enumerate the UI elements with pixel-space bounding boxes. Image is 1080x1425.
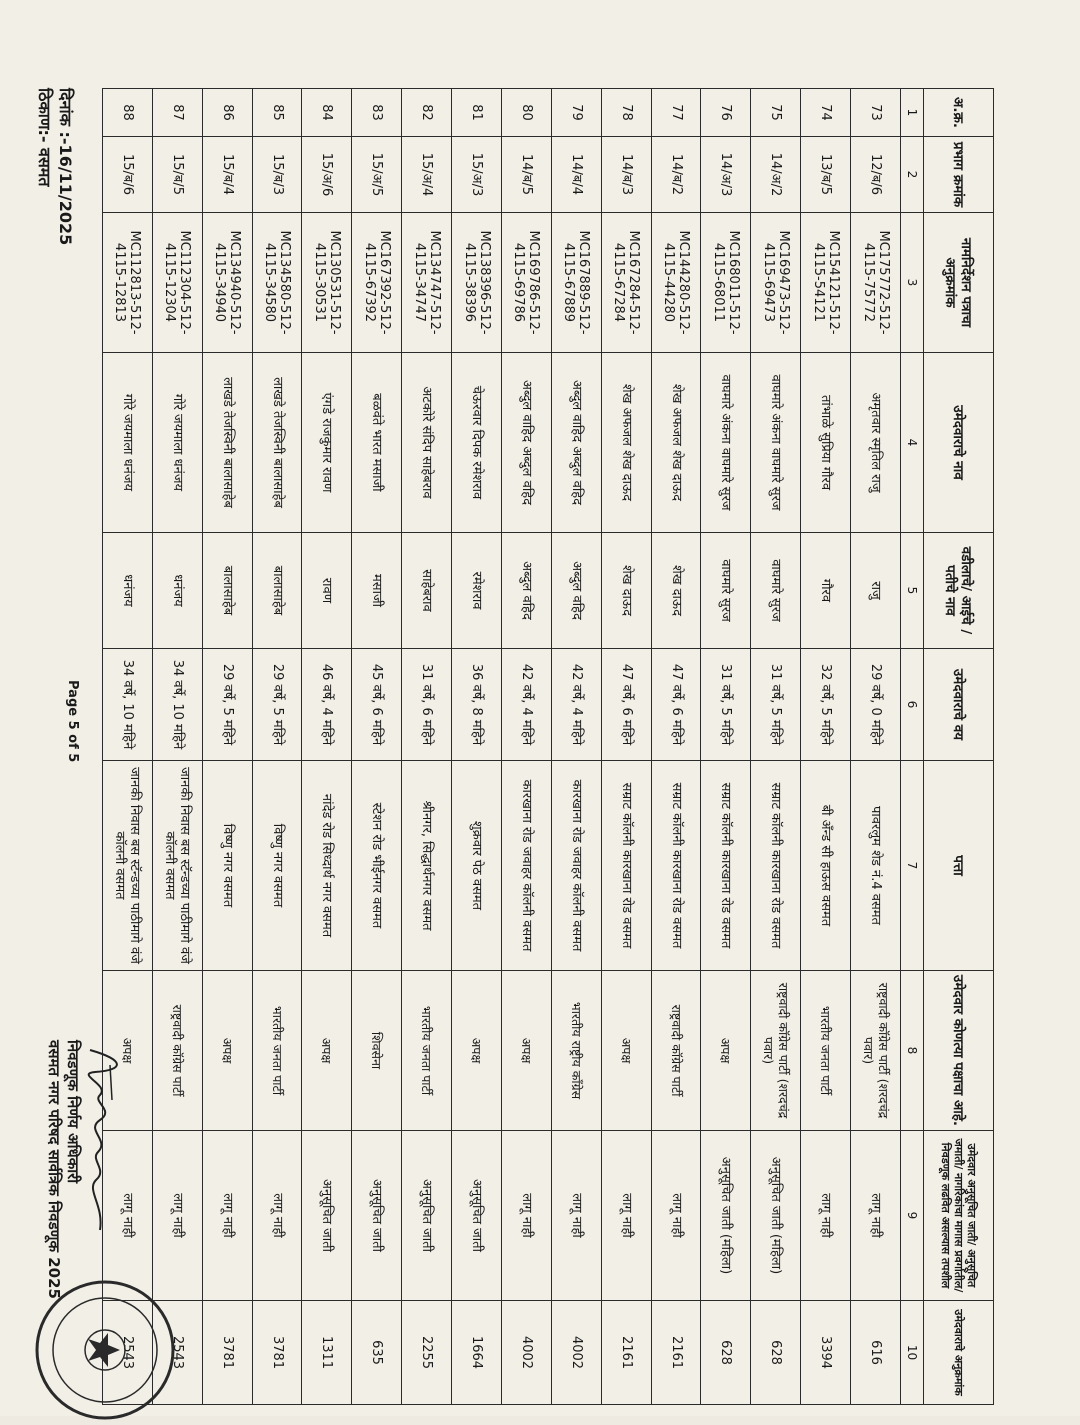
cell-serial: 82: [402, 89, 452, 137]
cell-candidate-name: अब्दुल वाहिद अब्दुल वहिद: [551, 353, 601, 533]
cell-address: सम्राट कॉलनी कारखाना रोड वसमत: [601, 761, 651, 971]
cell-ward: 15/ब/3: [252, 137, 302, 213]
column-number: 10: [901, 1301, 924, 1405]
header-ward: प्रभाग क्रमांक: [924, 137, 994, 213]
cell-party: अपक्ष: [701, 971, 751, 1131]
cell-category: लागू नाही: [103, 1131, 153, 1301]
cell-nomination-no: MC175772-512-4115-75772: [851, 213, 901, 353]
cell-party: अपक्ष: [202, 971, 252, 1131]
cell-party: राष्ट्रवादी कॉग्रेस पार्टी: [651, 971, 701, 1131]
officer-title: निवडणूक निर्णय अधिकारी: [64, 1040, 82, 1184]
cell-relative-name: बालासाहेब: [252, 533, 302, 649]
cell-relative-name: शेख दाऊद: [651, 533, 701, 649]
header-candidate-name: उमेदवाराचे नाव: [924, 353, 994, 533]
table-row: [551, 89, 601, 1405]
cell-category: अनुसूचित जाती: [352, 1131, 402, 1301]
cell-relative-name: गौरव: [801, 533, 851, 649]
cell-ward: 13/ब/5: [801, 137, 851, 213]
cell-address: बी अँन्ड सी हाऊस वसमत: [801, 761, 851, 971]
cell-ward: 15/अ/3: [452, 137, 502, 213]
cell-age: 42 वर्षे, 4 महिने: [551, 649, 601, 761]
cell-address: सम्राट कॉलनी कारखाना रोड वसमत: [651, 761, 701, 971]
cell-category: अनुसूचित जाती: [302, 1131, 352, 1301]
cell-age: 34 वर्षे, 10 महिने: [103, 649, 153, 761]
cell-nomination-no: MC167284-512-4115-67284: [601, 213, 651, 353]
cell-relative-name: अब्दुल वहिद: [551, 533, 601, 649]
cell-ward: 15/ब/6: [103, 137, 153, 213]
cell-nomination-no: MC168011-512-4115-68011: [701, 213, 751, 353]
cell-address: पावरलुम शेड नं.4 वसमत: [851, 761, 901, 971]
cell-voter-serial: 628: [701, 1301, 751, 1405]
cell-category: लागू नाही: [202, 1131, 252, 1301]
cell-candidate-name: शेख अफजल शेख दाऊद: [651, 353, 701, 533]
cell-nomination-no: MC167889-512-4115-67889: [551, 213, 601, 353]
cell-candidate-name: वाघमारे अंकना वाघमारे सुरज: [751, 353, 801, 533]
cell-nomination-no: MC134747-512-4115-34747: [402, 213, 452, 353]
cell-serial: 79: [551, 89, 601, 137]
cell-serial: 81: [452, 89, 502, 137]
cell-age: 47 वर्षे, 6 महिने: [601, 649, 651, 761]
cell-ward: 14/ब/3: [601, 137, 651, 213]
header-row: [924, 89, 994, 1405]
cell-nomination-no: MC112304-512-4115-12304: [152, 213, 202, 353]
cell-relative-name: राजु: [851, 533, 901, 649]
column-number: 5: [901, 533, 924, 649]
header-voter-serial: उमेदवाराचे अनुक्रमांक: [924, 1301, 994, 1405]
cell-nomination-no: MC169786-512-4115-69786: [502, 213, 552, 353]
cell-serial: 84: [302, 89, 352, 137]
cell-ward: 14/ब/5: [502, 137, 552, 213]
cell-age: 45 वर्षे, 6 महिने: [352, 649, 402, 761]
column-number: 6: [901, 649, 924, 761]
cell-relative-name: धनंजय: [152, 533, 202, 649]
table-row: [202, 89, 252, 1405]
cell-category: लागू नाही: [651, 1131, 701, 1301]
cell-serial: 87: [152, 89, 202, 137]
cell-nomination-no: MC154121-512-4115-54121: [801, 213, 851, 353]
cell-nomination-no: MC138396-512-4115-38396: [452, 213, 502, 353]
table-row: [651, 89, 701, 1405]
cell-relative-name: अब्दुल वहिद: [502, 533, 552, 649]
cell-age: 31 वर्षे, 6 महिने: [402, 649, 452, 761]
cell-ward: 14/ब/4: [551, 137, 601, 213]
cell-serial: 74: [801, 89, 851, 137]
header-address: पत्ता: [924, 761, 994, 971]
cell-party: भारतीय जनता पार्टी: [402, 971, 452, 1131]
cell-party: भारतीय जनता पार्टी: [252, 971, 302, 1131]
cell-serial: 80: [502, 89, 552, 137]
cell-candidate-name: अमृतवार स्मृतिल राजु: [851, 353, 901, 533]
cell-voter-serial: 628: [751, 1301, 801, 1405]
official-stamp-icon: [30, 1275, 180, 1425]
cell-category: अनुसूचित जाती: [452, 1131, 502, 1301]
table-row: [452, 89, 502, 1405]
cell-relative-name: रमेशराव: [452, 533, 502, 649]
cell-candidate-name: अटकोरे संदिप साहेबराव: [402, 353, 452, 533]
cell-category: लागू नाही: [851, 1131, 901, 1301]
cell-ward: 12/ब/6: [851, 137, 901, 213]
candidate-table-container: [102, 88, 994, 1404]
cell-relative-name: शेख दाऊद: [601, 533, 651, 649]
cell-nomination-no: MC167392-512-4115-67392: [352, 213, 402, 353]
cell-candidate-name: चेऊरवार दिपक रमेशराव: [452, 353, 502, 533]
cell-serial: 83: [352, 89, 402, 137]
cell-category: लागू नाही: [252, 1131, 302, 1301]
cell-age: 29 वर्षे, 5 महिने: [252, 649, 302, 761]
header-party: उमेदवार कोणत्या पक्षाचा आहे.: [924, 971, 994, 1131]
header-age: उमेदवाराचे वय: [924, 649, 994, 761]
cell-category: अनुसूचित जाती (महिला): [751, 1131, 801, 1301]
column-number-row: [901, 89, 924, 1405]
cell-candidate-name: तांभाळे सुप्रिया गौरव: [801, 353, 851, 533]
column-number: 3: [901, 213, 924, 353]
table-row: [601, 89, 651, 1405]
cell-address: विष्णु नगर वसमत: [252, 761, 302, 971]
table-row: [402, 89, 452, 1405]
cell-serial: 73: [851, 89, 901, 137]
cell-serial: 88: [103, 89, 153, 137]
cell-party: अपक्ष: [601, 971, 651, 1131]
cell-candidate-name: लाखडे तेजस्विनी बालासाहेब: [202, 353, 252, 533]
cell-relative-name: धनंजय: [103, 533, 153, 649]
cell-age: 34 वर्षे, 10 महिने: [152, 649, 202, 761]
cell-candidate-name: एंगडे राजकुमार रावण: [302, 353, 352, 533]
column-number: 1: [901, 89, 924, 137]
header-nomination-no: नामनिर्देशन पत्राचा अनुक्रमांक: [924, 213, 994, 353]
table-row: [252, 89, 302, 1405]
table-row: [801, 89, 851, 1405]
cell-candidate-name: लाखडे तेजस्विनी बालासाहेब: [252, 353, 302, 533]
footer-date-block: [34, 88, 76, 245]
cell-nomination-no: MC144280-512-4115-44280: [651, 213, 701, 353]
column-number: 7: [901, 761, 924, 971]
cell-ward: 14/अ/3: [701, 137, 751, 213]
cell-category: अनुसूचित जाती (महिला): [701, 1131, 751, 1301]
cell-category: लागू नाही: [502, 1131, 552, 1301]
cell-nomination-no: MC134940-512-4115-34940: [202, 213, 252, 353]
cell-serial: 75: [751, 89, 801, 137]
cell-age: 29 वर्षे, 5 महिने: [202, 649, 252, 761]
cell-voter-serial: 2161: [601, 1301, 651, 1405]
cell-voter-serial: 3781: [202, 1301, 252, 1405]
table-row: [502, 89, 552, 1405]
column-number: 9: [901, 1131, 924, 1301]
cell-relative-name: रावण: [302, 533, 352, 649]
cell-candidate-name: अब्दुल वाहिद अब्दुल वहिद: [502, 353, 552, 533]
cell-voter-serial: 1664: [452, 1301, 502, 1405]
cell-party: राष्ट्रवादी कॉग्रेस पार्टी (शरदचंद्र पवार): [851, 971, 901, 1131]
cell-age: 31 वर्षे, 5 महिने: [701, 649, 751, 761]
cell-address: श्रीनगर, सिद्धार्थनगर वसमत: [402, 761, 452, 971]
cell-candidate-name: गोरे जयमाला धनंजय: [152, 353, 202, 533]
cell-serial: 77: [651, 89, 701, 137]
cell-relative-name: साहेबराव: [402, 533, 452, 649]
cell-serial: 76: [701, 89, 751, 137]
cell-address: जानकी निवास बस स्टॅन्डच्या पाठीमागे वंजे कॉलनी वसमत: [103, 761, 153, 971]
table-row: [302, 89, 352, 1405]
page-number: Page 5 of 5: [65, 680, 80, 763]
cell-nomination-no: MC169473-512-4115-69473: [751, 213, 801, 353]
header-category: उमेदवार अनुसूचित जाती/ अनुसूचित जमाती/ नागरिकांचा मागास प्रवर्गातील/ निवडणूक लढवित असल्यास तपशील: [924, 1131, 994, 1301]
cell-party: शिवसेना: [352, 971, 402, 1131]
header-serial: अ.क्र.: [924, 89, 994, 137]
cell-nomination-no: MC130531-512-4115-30531: [302, 213, 352, 353]
cell-voter-serial: 2543: [152, 1301, 202, 1405]
cell-voter-serial: 3781: [252, 1301, 302, 1405]
cell-voter-serial: 4002: [502, 1301, 552, 1405]
column-number: 8: [901, 971, 924, 1131]
column-number: 4: [901, 353, 924, 533]
cell-address: स्टेशन रोड भीईनगर वसमत: [352, 761, 402, 971]
cell-category: लागू नाही: [601, 1131, 651, 1301]
cell-age: 29 वर्षे, 0 महिने: [851, 649, 901, 761]
column-number: 2: [901, 137, 924, 213]
cell-ward: 15/अ/4: [402, 137, 452, 213]
cell-voter-serial: 635: [352, 1301, 402, 1405]
table-body: [103, 89, 901, 1405]
cell-party: भारतीय राष्ट्रीय कॉंग्रेस: [551, 971, 601, 1131]
cell-serial: 85: [252, 89, 302, 137]
cell-relative-name: वाघमारे सुरज: [701, 533, 751, 649]
footer-place: ठिकाण:- वसमत: [35, 88, 54, 187]
cell-address: कारखाना रोड जवाहर कॉलनी वसमत: [551, 761, 601, 971]
cell-address: विष्णु नगर वसमत: [202, 761, 252, 971]
cell-party: राष्ट्रवादी कॉग्रेस पार्टी: [152, 971, 202, 1131]
cell-relative-name: वाघमारे सुरज: [751, 533, 801, 649]
cell-category: लागू नाही: [152, 1131, 202, 1301]
table-row: [701, 89, 751, 1405]
cell-age: 32 वर्षे, 5 महिने: [801, 649, 851, 761]
cell-voter-serial: 616: [851, 1301, 901, 1405]
cell-serial: 78: [601, 89, 651, 137]
cell-candidate-name: शेख अफजल शेख दाऊद: [601, 353, 651, 533]
cell-relative-name: मसाजी: [352, 533, 402, 649]
cell-candidate-name: वाघमारे अंकना वाघमारे सुरज: [701, 353, 751, 533]
table-row: [851, 89, 901, 1405]
cell-candidate-name: गोरे जयमाला धनंजय: [103, 353, 153, 533]
cell-voter-serial: 3394: [801, 1301, 851, 1405]
header-relative-name: वडीलाचे/ आईचे / पतीचे नाव: [924, 533, 994, 649]
cell-voter-serial: 4002: [551, 1301, 601, 1405]
cell-relative-name: बालासाहेब: [202, 533, 252, 649]
cell-party: भारतीय जनता पार्टी: [801, 971, 851, 1131]
cell-age: 36 वर्षे, 8 महिने: [452, 649, 502, 761]
cell-voter-serial: 1311: [302, 1301, 352, 1405]
cell-address: नांदेड रोड सिध्दार्थ नगर वसमत: [302, 761, 352, 971]
cell-age: 42 वर्षे, 4 महिने: [502, 649, 552, 761]
footer-date: दिनांक :-16/11/2025: [56, 88, 75, 246]
cell-address: सम्राट कॉलनी कारखाना रोड वसमत: [701, 761, 751, 971]
cell-category: अनुसूचित जाती: [402, 1131, 452, 1301]
cell-ward: 15/अ/6: [302, 137, 352, 213]
cell-serial: 86: [202, 89, 252, 137]
cell-ward: 15/ब/4: [202, 137, 252, 213]
cell-nomination-no: MC112813-512-4115-12813: [103, 213, 153, 353]
cell-category: लागू नाही: [551, 1131, 601, 1301]
table-row: [352, 89, 402, 1405]
table-row: [751, 89, 801, 1405]
cell-voter-serial: 2255: [402, 1301, 452, 1405]
cell-voter-serial: 2543: [103, 1301, 153, 1405]
cell-party: अपक्ष: [302, 971, 352, 1131]
cell-ward: 14/अ/2: [751, 137, 801, 213]
cell-party: राष्ट्रवादी कॉग्रेस पार्टी (शरदचंद्र पवार): [751, 971, 801, 1131]
officer-subtitle: वसमत नगर परिषद सार्वत्रिक निवडणूक 2025: [45, 1040, 63, 1299]
cell-age: 47 वर्षे, 6 महिने: [651, 649, 701, 761]
cell-ward: 14/ब/2: [651, 137, 701, 213]
cell-party: अपक्ष: [452, 971, 502, 1131]
cell-address: कारखाना रोड जवाहर कॉलनी वसमत: [502, 761, 552, 971]
cell-address: सम्राट कॉलनी कारखाना रोड वसमत: [751, 761, 801, 971]
table-row: [152, 89, 202, 1405]
cell-age: 46 वर्षे, 4 महिने: [302, 649, 352, 761]
cell-candidate-name: बळवंते भारत मसाजी: [352, 353, 402, 533]
cell-category: लागू नाही: [801, 1131, 851, 1301]
cell-party: अपक्ष: [103, 971, 153, 1131]
candidate-table: [102, 88, 994, 1405]
cell-address: जानकी निवास बस स्टॅन्डच्या पाठीमागे वंजे कॉलनी वसमत: [152, 761, 202, 971]
cell-nomination-no: MC134580-512-4115-34580: [252, 213, 302, 353]
cell-ward: 15/अ/5: [352, 137, 402, 213]
cell-voter-serial: 2161: [651, 1301, 701, 1405]
cell-age: 31 वर्षे, 5 महिने: [751, 649, 801, 761]
cell-party: अपक्ष: [502, 971, 552, 1131]
cell-ward: 15/ब/5: [152, 137, 202, 213]
cell-address: शुक्रवार पेठ वसमत: [452, 761, 502, 971]
